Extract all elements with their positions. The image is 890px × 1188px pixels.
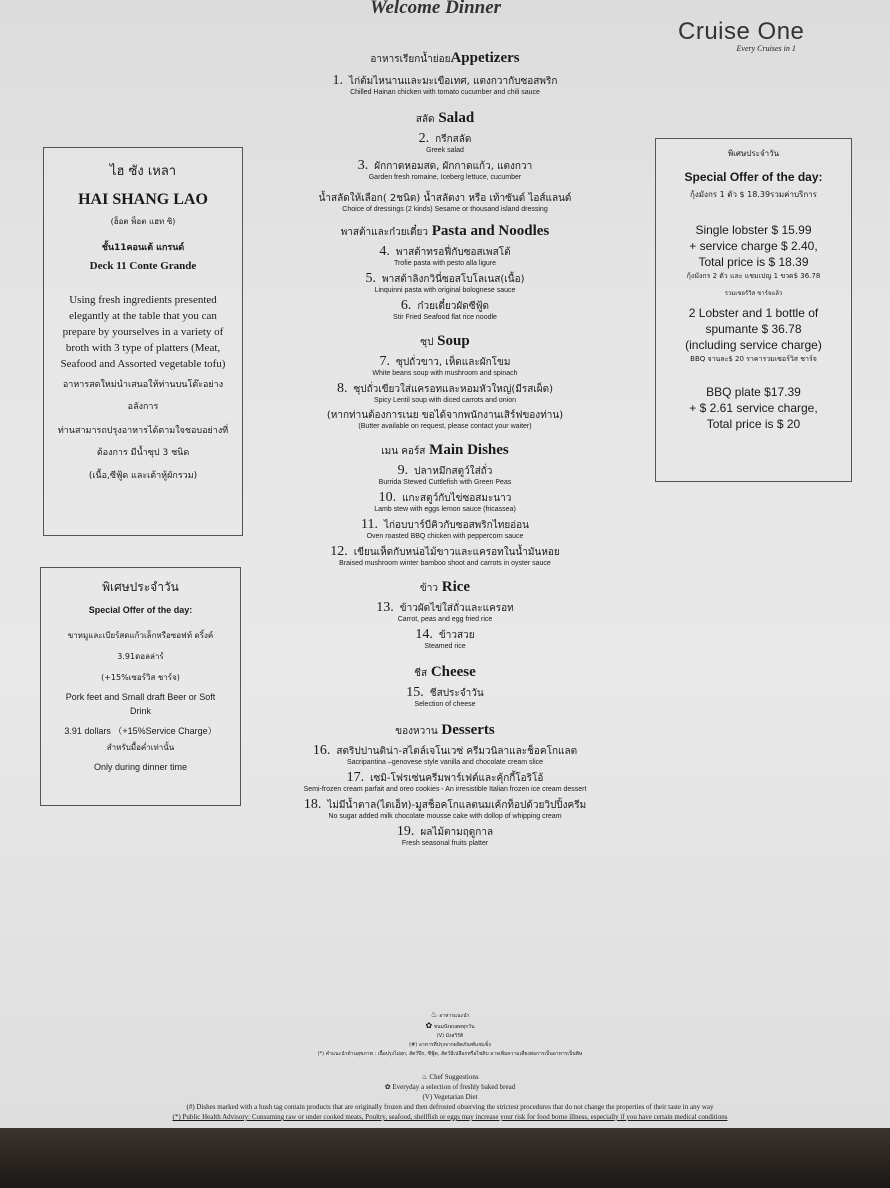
section-salad: [250, 110, 640, 213]
brand-logo: [678, 18, 804, 53]
menu-title: Welcome Dinner: [370, 0, 502, 18]
menu-column: [250, 50, 640, 851]
special-offer-box-right: [655, 138, 852, 482]
menu-item: 17. เซมิ-โฟรเซ่นครีมพาร์เฟต์และคุ้กกี้โอริโอ้: [346, 770, 544, 785]
menu-item: 9. ปลาหมึกสตูว์ใส่ถั่ว: [397, 463, 493, 478]
brand-tagline: Every Cruises in 1: [736, 44, 796, 53]
left-offer-line-th: ขาหมูและเบียร์สดแก้วเล็กหรือซอฟท์ ดริ้งค์: [67, 631, 214, 640]
chef-note-en: ♨ Chef Suggestions: [421, 1073, 479, 1081]
bread-icon: ✿: [384, 1083, 391, 1091]
bbq-line3: Total price is $ 20: [706, 417, 801, 431]
left-offer-line-en: Pork feet and Small draft Beer or Soft Drink: [65, 692, 216, 716]
menu-item: 12. เขียนเห็ดกับหน่อไม้ขาวและแครอทในน้ำมันหอย: [330, 544, 560, 559]
dressing-en: Choice of dressings (2 kinds) Sesame or thousand island dressing: [342, 206, 548, 213]
right-offer-title-en: Special Offer of the day:: [684, 170, 823, 184]
advisory-note-en: (*) Public Health Advisory: Consuming raw or under cooked meats, Poultry, seafood, shellfish or eggs may increase your risk for food borne illness, especially if you have certain medical conditions: [172, 1113, 728, 1121]
menu-item: 4. พาสต้าทรอฟี่กับซอสเพสโต้: [379, 244, 511, 259]
menu-item-desc: Linquinni pasta with original bolognese sauce: [374, 287, 516, 294]
section-desserts: [250, 722, 640, 847]
left-offer-dinner-en: Only during dinner time: [93, 762, 188, 772]
footer-legend-en: [70, 1072, 830, 1122]
table-surface: [0, 1128, 890, 1188]
menu-item-desc: Semi-frozen cream parfait and oreo cookies - An irresistible Italian frozen ice cream dessert: [303, 786, 587, 793]
right-offer-charge-th: รวมเซอร์วิส ชาร์จแล้ว: [724, 290, 783, 297]
menu-item: 13. ข้าวผัดไข่ใส่ถั่วและแครอท: [376, 600, 514, 615]
menu-item: 3. ผักกาดหอมสด, ผักกาดแก้ว, แตงกวา: [357, 158, 533, 173]
menu-item-desc: Steamed rice: [424, 643, 466, 650]
menu-item: 10. แกะสตูว์กับไข่ซอสมะนาว: [378, 490, 512, 505]
menu-item-desc: Carrot, peas and egg fried rice: [397, 616, 493, 623]
section-title: พาสต้าและก๋วยเตี๋ยว Pasta and Noodles: [340, 223, 550, 239]
hsl-desc-th3: (เนื้อ,ซีฟู้ด และเต้าหู้ผักรวม): [88, 471, 198, 481]
soup-note-th: (หากท่านต้องการเนย ขอได้จากพนักงานเสิร์ฟของท่าน): [326, 410, 564, 421]
menu-item-desc: Burrida Stewed Cuttlefish with Green Peas: [378, 479, 512, 486]
menu-item-desc: White beans soup with mushroom and spinach: [372, 370, 518, 377]
left-offer-price-th: 3.91ดอลล่าร์: [117, 652, 164, 661]
menu-item: 15. ชีสประจำวัน: [406, 685, 484, 700]
menu-item: 1. ไก่ต้มไหนานและมะเขือเทศ, แตงกวากับซอสพริก: [332, 73, 558, 88]
lobster2-line1: 2 Lobster and 1 bottle of: [688, 306, 819, 320]
bread-note-th: ✿ ขนมปังอบสดทุกวัน: [425, 1021, 475, 1030]
section-title: ชีส Cheese: [414, 664, 476, 680]
right-offer-bbq-th: BBQ จานละ$ 20 ราคารวมเซอร์วิส ชาร์จ: [690, 355, 817, 363]
right-offer-lobster2-th: กุ้งมังกร 2 ตัว และ แชมเปญ 1 ขวด$ 36.78: [686, 272, 821, 280]
menu-item-desc: Spicy Lentil soup with diced carrots and onion: [373, 397, 517, 404]
hsl-deck-th: ชั้น11คอนเต้ แกรนด์: [101, 243, 185, 253]
left-offer-title-en: Special Offer of the day:: [88, 605, 193, 615]
menu-item: 8. ซุปถั่วเขียวใส่แครอทและหอมหัวใหญ่(มีรสเผ็ด): [336, 381, 554, 396]
menu-item: 11. ไก่อบบาร์บีคิวกับซอสพริกไทยอ่อน: [360, 517, 530, 532]
veg-note-en: (V) Vegetarian Diet: [422, 1093, 478, 1101]
menu-item-desc: Fresh seasonal fruits platter: [401, 840, 489, 847]
brand-name: Cruise One: [678, 18, 805, 45]
right-offer-lobster-th: กุ้งมังกร 1 ตัว $ 18.39รวมค่าบริการ: [690, 190, 817, 199]
section-pasta: [250, 223, 640, 321]
lobster2-line3: (including service charge): [685, 338, 822, 352]
section-title: อาหารเรียกน้ำย่อยAppetizers: [370, 50, 520, 66]
menu-item: 6. ก๋วยเตี๋ยวผัดซีฟู้ด: [400, 298, 490, 313]
bbq-line1: BBQ plate $17.39: [706, 385, 801, 399]
hsl-deck-en: Deck 11 Conte Grande: [89, 260, 197, 272]
section-appetizers: [250, 50, 640, 96]
footer-legend-th: [70, 1010, 830, 1059]
dressing-th: น้ำสลัดให้เลือก( 2ชนิด) น้ำสลัดงา หรือ เท้าซันด์ ไอส์แลนด์: [318, 193, 572, 204]
advisory-note-th: (*) คำแนะนำด้านสุขภาพ : เนื้อปรุงไม่สุก, สัตว์ปีก, ซีฟู้ด, สัตว์มีเปลือกหรือไข่ดิบ อาจเพิ่มความเสี่ยงต่อการเป็นอาหารเป็นพิษ: [317, 1051, 583, 1057]
menu-item: 16. สตริปปานติน่า-สไตล์เจโนเวซ่ ครีมวนิลาและช็อคโกแลต: [312, 743, 578, 758]
left-offer-dinner-th: สำหรับมื้อค่ำเท่านั้น: [106, 743, 175, 752]
section-title: ของหวาน Desserts: [395, 722, 495, 738]
section-title: ข้าว Rice: [419, 579, 471, 595]
menu-item-desc: Chilled Hainan chicken with tomato cucumber and chili sauce: [350, 89, 540, 96]
right-offer-title-th: พิเศษประจำวัน: [727, 149, 780, 158]
menu-item: 14. ข้าวสวย: [415, 627, 475, 642]
frozen-note-th: (#) อาหารที่ปรุงจากผลิตภัณฑ์แช่แข็ง: [409, 1042, 491, 1048]
hsl-title-en: HAI SHANG LAO: [78, 191, 208, 208]
section-soup: [250, 333, 640, 430]
hai-shang-lao-box: [43, 147, 243, 536]
menu-item-desc: Trofie pasta with pesto alla ligure: [393, 260, 497, 267]
section-main-dishes: [250, 442, 640, 567]
menu-item: 7. ซุปถั่วขาว, เห็ดและผักโขม: [379, 354, 511, 369]
hsl-desc-th1: อาหารสดใหม่นำเสนอให้ท่านบนโต๊ะอย่างอลังการ: [62, 380, 224, 412]
menu-item-desc: Stir Fried Seafood flat rice noodle: [393, 314, 497, 321]
menu-item-desc: Sacripantina –genovese style vanilla and chocolate cream slice: [346, 759, 544, 766]
hsl-description: Using fresh ingredients presented elegantly at the table that you can prepare by yourselves in a variety of broth with 3 type of platters (Meat, Seafood and Assorted vegetable tofu): [60, 294, 226, 370]
lobster2-line2: spumante $ 36.78: [705, 322, 802, 336]
hsl-subtitle: (ฮ็อต พ็อต แฮท ซิ): [110, 217, 176, 226]
section-title: สลัด Salad: [415, 110, 475, 126]
section-title: ซุป Soup: [420, 333, 470, 349]
menu-item-desc: Braised mushroom winter bamboo shoot and carrots in oyster sauce: [339, 560, 551, 567]
veg-note-th: (V) มังสวิรัติ: [436, 1033, 464, 1039]
chef-note-th: ♨ อาหารแนะนำ: [430, 1010, 470, 1019]
left-offer-price-en: 3.91 dollars （+15%Service Charge）: [64, 726, 217, 736]
frozen-note-en: (#) Dishes marked with a hush tag contain products that are originally frozen and then defrosted observing the strictest procedures that do not change the properties of their taste in any way: [186, 1103, 714, 1111]
special-offer-box-left: [40, 567, 241, 806]
lobster-service-charge: + service charge $ 2.40,: [689, 239, 818, 253]
menu-item-desc: Selection of cheese: [414, 701, 476, 708]
section-cheese: [250, 664, 640, 708]
bread-icon: ✿: [425, 1021, 433, 1030]
chef-hat-icon: ♨: [430, 1010, 438, 1019]
soup-note-en: (Butter available on request, please contact your waiter): [358, 423, 532, 430]
hsl-desc-th2: ท่านสามารถปรุงอาหารได้ตามใจชอบอย่างที่ต้องการ มีน้ำซุป 3 ชนิด: [57, 426, 229, 458]
menu-item-desc: No sugar added milk chocolate mousse cake with dollop of whipping cream: [328, 813, 562, 820]
section-title: เมน คอร์ส Main Dishes: [381, 442, 509, 458]
single-lobster: Single lobster $ 15.99: [695, 223, 812, 237]
menu-item-desc: Oven roasted BBQ chicken with peppercorn sauce: [366, 533, 524, 540]
menu-item: 18. ไม่มีน้ำตาล(ไดเอ็ท)-มูสช็อคโกแลตนมเค้กท็อปด้วยวิปปิ้งครีม: [303, 797, 587, 812]
chef-hat-icon: ♨: [421, 1073, 428, 1081]
left-offer-charge-th: (+15%เซอร์วิส ชาร์จ): [101, 673, 180, 682]
menu-item-desc: Greek salad: [426, 147, 464, 154]
section-rice: [250, 579, 640, 650]
menu-item-desc: Garden fresh romaine, Iceberg lettuce, cucumber: [368, 174, 522, 181]
menu-item: 19. ผลไม้ตามฤดูกาล: [396, 824, 494, 839]
menu-item: 5. พาสต้าลิงกวินี่ซอสโบโลเนส(เนื้อ): [365, 271, 525, 286]
menu-item: 2. กรีกสลัด: [418, 131, 472, 146]
menu-item-desc: Lamb stew with eggs lemon sauce (fricassea): [374, 506, 516, 513]
bread-note-en: ✿ Everyday a selection of freshly baked bread: [384, 1083, 516, 1091]
bbq-line2: + $ 2.61 service charge,: [689, 401, 818, 415]
hsl-title-th: ไฮ ซัง เหลา: [109, 164, 177, 179]
lobster-total: Total price is $ 18.39: [698, 255, 809, 269]
left-offer-title-th: พิเศษประจำวัน: [102, 580, 179, 594]
